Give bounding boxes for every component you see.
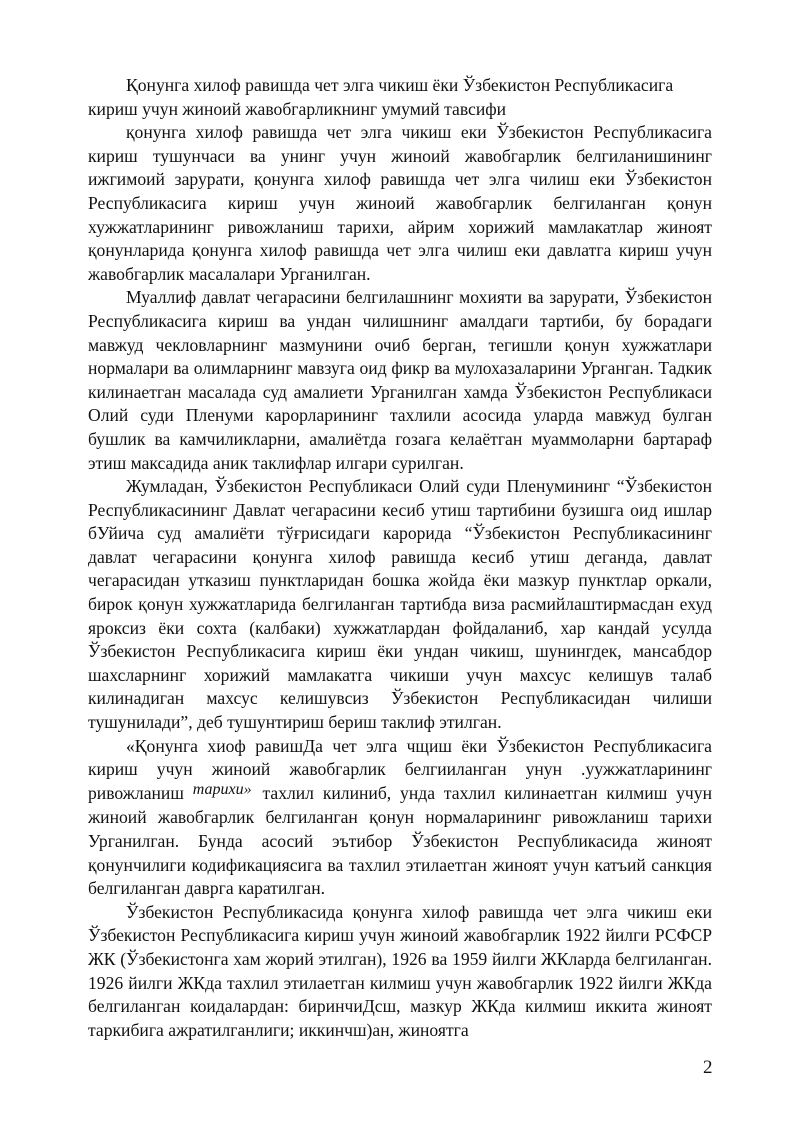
paragraph-5: Ўзбекистон Республикасида қонунга хилоф равишда чет элга чикиш еки Ўзбекистон Республикасига кириш учун жиноий жавобгарлик 1922 йилги РСФСР ЖК (Ўзбекистонга хам жорий этилган), 1926 ва 1959 йилги ЖКларда белгиланган. 1926 йилги ЖКда тахлил этилаетган килмиш учун жавобгарлик 1922 йилги ЖКда белгиланган коидалардан: биринчиДсш, мазкур ЖКда килмиш иккита жиноят таркибига ажратилганлиги; иккинчш)ан, жиноятга	[88, 901, 712, 1040]
paragraph-4-text-after: тахлил килиниб, унда тахлил килинаетган килмиш учун жиноий жавобгарлик белгиланган қонун нормаларининг ривожланиш тарихи Урганилган. Бунда асосий эътибор Ўзбекистон Республикасида жиноят қонунчилиги кодификациясига ва тахлил этилаетган жиноят учун катъий санкция белгиланган даврга каратилган.	[88, 782, 712, 899]
paragraph-4-text-before: «Қонунга хиоф равишДа чет элга чщиш ёки Ўзбекистон Республикасига кириш учун жиноий жавобгарлик белгииланган унун .уужжатларининг ривожланиш	[88, 735, 712, 803]
handwritten-insert: тарихи»	[192, 780, 252, 798]
paragraph-3: Жумладан, Ўзбекистон Республикаси Олий суди Пленумининг “Ўзбекистон Республикасининг Давлат чегарасини кесиб утиш тартибини бузишга оид ишлар бУйича суд амалиёти тўғрисидаги карорида “Ўзбекистон Республикасининг давлат чегарасини қонунга хилоф равишда кесиб утиш деганда, давлат чегарасидан утказиш пунктларидан бошка жойда ёки мазкур пунктлар оркали, бирок қонун хужжатларида белгиланган тартибда виза расмийлаштирмасдан ехуд яроксиз ёки сохта (калбаки) хужжатлардан фойдаланиб, хар кандай усулда Ўзбекистон Республикасига кириш ёки ундан чикиш, шунингдек, мансабдор шахсларнинг хорижий мамлакатга чикиши учун махсус келишув талаб килинадиган махсус келишувсиз Ўзбекистон Республикасидан чилиши тушунилади”, деб тушунтириш бериш таклиф этилган.	[88, 476, 712, 733]
paragraph-4	[88, 735, 712, 901]
page-number: 2	[703, 1057, 713, 1078]
section-heading: Қонунга хилоф равишда чет элга чикиш ёки Ўзбекистон Республикасига кириш учун жиноий жавобгарликнинг умумий тавсифи	[88, 75, 674, 119]
paragraph-1: қонунга хилоф равишда чет элга чикиш еки Ўзбекистон Республикасига кириш тушунчаси ва унинг учун жиноий жавобгарлик белгиланишининг ижгимоий зарурати, қонунга хилоф равишда чет элга чилиш еки Ўзбекистон Республикасига кириш учун жиноий жавобгарлик белгиланган қонун хужжатларининг ривожланиш тарихи, айрим хорижий мамлакатлар жиноят қонунларида қонунга хилоф равишда чет элга чилиш еки давлатга кириш учун жавобгарлик масалалари Урганилган.	[88, 122, 712, 284]
document-page	[88, 74, 712, 1042]
paragraph-2: Муаллиф давлат чегарасини белгилашнинг мохияти ва зарурати, Ўзбекистон Республикасига кириш ва ундан чилишнинг амалдаги тартиби, бу борадаги мавжуд чекловларнинг мазмунини очиб берган, тегишли қонун хужжатлари нормалари ва олимларнинг мавзуга оид фикр ва мулохазаларини Урганган. Тадкик килинаетган масалада суд амалиети Урганилган хамда Ўзбекистон Республикаси Олий суди Пленуми карорларининг тахлили асосида уларда мавжуд булган бушлик ва камчиликларни, амалиётда гозага келаётган муаммоларни бартараф этиш максадида аник таклифлар илгари сурилган.	[88, 287, 712, 473]
